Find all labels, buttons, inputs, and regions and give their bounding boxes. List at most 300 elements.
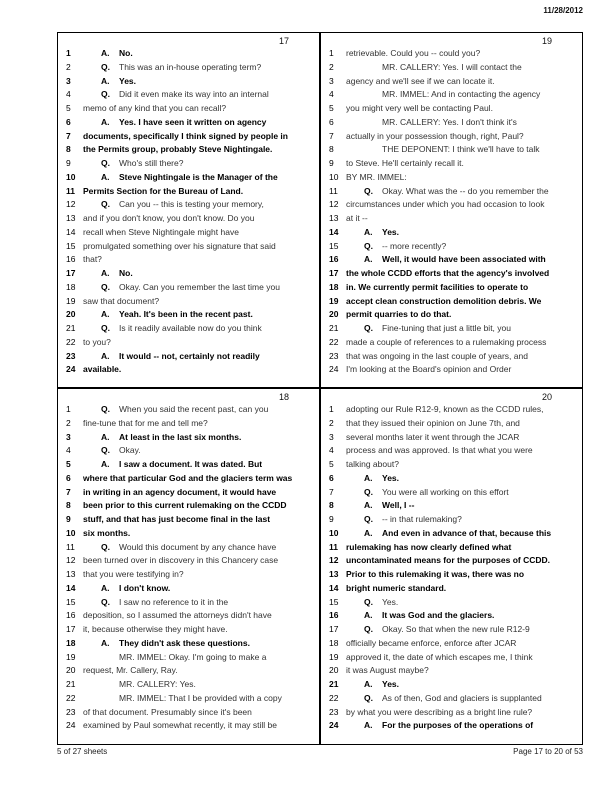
transcript-line: [321, 226, 584, 239]
line-text: MR. IMMEL: Okay. I'm going to make a: [119, 651, 267, 662]
line-number: 11: [329, 541, 338, 552]
line-text: talking about?: [346, 459, 399, 469]
line-number: 17: [329, 268, 339, 278]
line-number: 1: [66, 404, 71, 414]
transcript-line: [321, 75, 584, 88]
page-number: 19: [541, 36, 552, 46]
page-number: 20: [541, 392, 552, 402]
line-text: that?: [83, 254, 102, 265]
line-number: 13: [66, 569, 76, 579]
transcript-page: [57, 388, 320, 745]
line-number: 5: [329, 459, 334, 469]
transcript-line: [321, 651, 584, 664]
line-number: 17: [66, 268, 76, 278]
line-text: bright numeric standard.: [346, 582, 447, 593]
transcript-line: [58, 61, 321, 74]
line-text: in. We currently permit facilities to operate to: [346, 281, 529, 292]
transcript-page: [320, 388, 583, 745]
line-number: 17: [66, 624, 76, 634]
line-number: 18: [66, 281, 76, 292]
transcript-line: [321, 527, 584, 540]
speaker-label: Q.: [364, 514, 373, 524]
line-text: I saw a document. It was dated. But: [119, 459, 263, 469]
line-text: MR. IMMEL: That I be provided with a copy: [119, 692, 282, 703]
line-number: 8: [66, 144, 71, 155]
line-number: 7: [329, 130, 334, 141]
line-text: Is it readily available now do you think: [119, 323, 262, 333]
line-number: 12: [66, 199, 76, 210]
transcript-line: [58, 596, 321, 609]
speaker-label: A.: [101, 171, 110, 182]
line-text: in writing in an agency document, it would have: [83, 486, 277, 497]
line-number: 5: [66, 103, 71, 113]
line-text: When you said the recent past, can you: [119, 404, 269, 414]
line-number: 13: [66, 213, 76, 223]
line-number: 9: [329, 514, 334, 524]
transcript-line: [58, 47, 321, 60]
line-number: 15: [66, 596, 76, 607]
transcript-line: [321, 499, 584, 512]
line-number: 2: [66, 61, 71, 72]
line-text: MR. CALLERY: Yes. I will contact the: [382, 61, 522, 72]
line-text: deposition, so I assumed the attorneys didn't have: [83, 610, 272, 621]
line-number: 4: [66, 445, 71, 456]
page-number: 18: [278, 392, 289, 402]
transcript-line: [321, 637, 584, 650]
line-number: 21: [329, 323, 339, 333]
line-number: 2: [66, 417, 71, 428]
transcript-line: [321, 102, 584, 115]
line-number: 13: [329, 213, 339, 223]
transcript-line: [321, 267, 584, 280]
line-number: 19: [329, 295, 339, 306]
speaker-label: A.: [101, 116, 110, 127]
transcript-line: [321, 472, 584, 485]
line-text: Who's still there?: [119, 158, 184, 168]
line-number: 3: [66, 431, 71, 442]
speaker-label: A.: [364, 226, 373, 237]
transcript-line: [321, 295, 584, 308]
transcript-line: [321, 322, 584, 335]
speaker-label: Q.: [364, 185, 373, 196]
line-text: At least in the last six months.: [119, 431, 242, 442]
line-number: 9: [329, 158, 334, 168]
transcript-line: [321, 185, 584, 198]
transcript-line: [321, 336, 584, 349]
line-text: request, Mr. Callery, Ray.: [83, 665, 178, 676]
line-number: 11: [66, 541, 75, 552]
line-text: THE DEPONENT: I think we'll have to talk: [382, 144, 540, 155]
line-number: 10: [329, 171, 339, 182]
line-number: 8: [329, 500, 334, 511]
transcript-line: [58, 295, 321, 308]
transcript-line: [58, 185, 321, 198]
speaker-label: Q.: [364, 692, 373, 703]
line-number: 15: [329, 240, 339, 251]
speaker-label: A.: [101, 268, 110, 278]
line-number: 6: [329, 116, 334, 127]
line-number: 21: [66, 679, 76, 689]
transcript-line: [58, 350, 321, 363]
line-number: 20: [329, 309, 339, 320]
speaker-label: A.: [101, 459, 110, 469]
line-number: 9: [66, 158, 71, 168]
line-text: Fine-tuning that just a little bit, you: [382, 323, 511, 333]
speaker-label: Q.: [101, 323, 110, 333]
line-number: 16: [329, 610, 339, 621]
line-text: it was August maybe?: [346, 665, 429, 676]
speaker-label: Q.: [364, 323, 373, 333]
transcript-line: [321, 513, 584, 526]
line-text: You were all working on this effort: [382, 486, 509, 497]
transcript-line: [321, 240, 584, 253]
line-text: rulemaking has now clearly defined what: [346, 541, 512, 552]
speaker-label: Q.: [101, 281, 110, 292]
speaker-label: A.: [364, 500, 373, 511]
transcript-line: [58, 444, 321, 457]
line-text: Would this document by any chance have: [119, 541, 277, 552]
line-number: 8: [66, 500, 71, 511]
transcript-line: [58, 651, 321, 664]
line-text: recall when Steve Nightingale might have: [83, 226, 239, 237]
line-text: I don't know.: [119, 582, 171, 593]
line-text: to you?: [83, 336, 111, 347]
transcript-line: [321, 308, 584, 321]
line-number: 1: [66, 48, 71, 58]
line-number: 3: [66, 75, 71, 86]
transcript-line: [321, 212, 584, 225]
line-text: adopting our Rule R12-9, known as the CCDD rules,: [346, 404, 544, 414]
line-text: six months.: [83, 527, 131, 538]
speaker-label: A.: [101, 48, 110, 58]
transcript-line: [321, 116, 584, 129]
line-text: Well, it would have been associated with: [382, 254, 546, 265]
line-number: 7: [329, 486, 334, 497]
transcript-line: [321, 281, 584, 294]
line-number: 20: [66, 309, 76, 320]
transcript-line: [58, 157, 321, 170]
line-text: at it --: [346, 213, 368, 223]
page-number: 17: [278, 36, 289, 46]
speaker-label: A.: [364, 527, 373, 538]
line-text: process and was approved. Is that what you were: [346, 445, 533, 456]
transcript-line: [321, 157, 584, 170]
line-number: 16: [66, 254, 76, 265]
line-number: 10: [66, 171, 76, 182]
transcript-line: [58, 102, 321, 115]
line-text: Prior to this rulemaking it was, there was no: [346, 569, 525, 579]
transcript-line: [58, 308, 321, 321]
line-number: 2: [329, 61, 334, 72]
line-text: It was God and the glaciers.: [382, 610, 495, 621]
transcript-line: [58, 486, 321, 499]
line-number: 8: [329, 144, 334, 155]
transcript-line: [58, 212, 321, 225]
transcript-line: [58, 143, 321, 156]
transcript-line: [321, 623, 584, 636]
transcript-line: [321, 664, 584, 677]
line-number: 19: [66, 651, 76, 662]
transcript-line: [58, 240, 321, 253]
line-text: And even in advance of that, because this: [382, 527, 552, 538]
transcript-line: [58, 171, 321, 184]
line-number: 22: [329, 692, 339, 703]
speaker-label: Q.: [364, 240, 373, 251]
line-number: 23: [329, 350, 339, 361]
transcript-line: [58, 130, 321, 143]
line-number: 12: [329, 555, 339, 566]
line-number: 1: [329, 48, 334, 58]
line-text: of that document. Presumably since it's been: [83, 706, 252, 717]
speaker-label: A.: [364, 472, 373, 483]
speaker-label: A.: [101, 309, 110, 320]
transcript-line: [321, 130, 584, 143]
line-text: They didn't ask these questions.: [119, 637, 250, 648]
line-text: actually in your possession though, right, Paul?: [346, 130, 524, 141]
line-text: been prior to this current rulemaking on the CCDD: [83, 500, 287, 511]
speaker-label: Q.: [364, 596, 373, 607]
line-number: 6: [66, 116, 71, 127]
line-number: 7: [66, 486, 71, 497]
line-number: 18: [329, 637, 339, 648]
line-text: No.: [119, 268, 133, 278]
line-number: 5: [329, 103, 334, 113]
transcript-page: [57, 32, 320, 388]
transcript-line: [321, 171, 584, 184]
line-text: Yeah. It's been in the recent past.: [119, 309, 253, 320]
line-text: documents, specifically I think signed by people in: [83, 130, 288, 141]
line-text: where that particular God and the glaciers term was: [83, 472, 293, 483]
line-text: It would -- not, certainly not readily: [119, 350, 260, 361]
line-text: fine-tune that for me and tell me?: [83, 417, 208, 428]
line-number: 18: [329, 281, 339, 292]
transcript-line: [58, 623, 321, 636]
line-number: 13: [329, 569, 339, 579]
transcript-line: [58, 253, 321, 266]
line-text: Well, I --: [382, 500, 415, 511]
speaker-label: Q.: [101, 199, 110, 210]
transcript-line: [58, 719, 321, 732]
speaker-label: Q.: [101, 61, 110, 72]
transcript-line: [321, 47, 584, 60]
line-number: 18: [66, 637, 76, 648]
line-number: 6: [329, 472, 334, 483]
speaker-label: A.: [101, 431, 110, 442]
transcript-line: [58, 706, 321, 719]
line-text: Yes.: [382, 596, 399, 607]
speaker-label: A.: [364, 720, 373, 731]
transcript-line: [321, 678, 584, 691]
line-text: by what you were describing as a bright line rule?: [346, 706, 533, 717]
transcript-line: [58, 363, 321, 376]
line-text: you might very well be contacting Paul.: [346, 103, 493, 113]
transcript-line: [58, 116, 321, 129]
line-text: Yes.: [382, 226, 400, 237]
line-number: 22: [329, 336, 339, 347]
line-number: 17: [329, 624, 339, 634]
line-text: available.: [83, 364, 122, 375]
line-text: -- more recently?: [382, 240, 447, 251]
line-text: For the purposes of the operations of: [382, 720, 534, 731]
line-number: 11: [329, 185, 338, 196]
speaker-label: Q.: [101, 89, 110, 100]
transcript-line: [321, 458, 584, 471]
line-text: been turned over in discovery in this Chancery case: [83, 555, 279, 566]
sheet-count: 5 of 27 sheets: [57, 747, 108, 756]
line-text: Okay. What was the -- do you remember the: [382, 185, 549, 196]
line-number: 12: [66, 555, 76, 566]
line-text: Yes.: [382, 472, 400, 483]
line-text: Okay.: [119, 445, 141, 456]
transcript-line: [58, 431, 321, 444]
line-text: Can you -- this is testing your memory,: [119, 199, 264, 210]
line-text: promulgated something over his signature that said: [83, 240, 276, 251]
line-text: agency and we'll see if we can locate it.: [346, 75, 495, 86]
page-range: Page 17 to 20 of 53: [513, 747, 583, 756]
transcript-line: [321, 417, 584, 430]
line-number: 16: [329, 254, 339, 265]
line-text: to Steve. He'll certainly recall it.: [346, 158, 464, 168]
transcript-line: [321, 582, 584, 595]
line-number: 24: [66, 364, 76, 375]
line-text: Okay. Can you remember the last time you: [119, 281, 280, 292]
transcript-line: [321, 486, 584, 499]
transcript-line: [58, 541, 321, 554]
line-number: 19: [66, 295, 76, 306]
line-text: MR. IMMEL: And in contacting the agency: [382, 89, 541, 100]
line-text: made a couple of references to a rulemaking process: [346, 336, 547, 347]
line-text: retrievable. Could you -- could you?: [346, 48, 481, 58]
transcript-line: [321, 568, 584, 581]
transcript-line: [58, 513, 321, 526]
line-text: This was an in-house operating term?: [119, 61, 262, 72]
line-text: and if you don't know, you don't know. Do you: [83, 213, 255, 223]
transcript-line: [58, 692, 321, 705]
line-number: 4: [329, 445, 334, 456]
transcript-line: [58, 664, 321, 677]
line-number: 5: [66, 459, 71, 469]
line-number: 23: [66, 706, 76, 717]
transcript-line: [321, 609, 584, 622]
transcript-line: [321, 706, 584, 719]
transcript-line: [58, 554, 321, 567]
line-number: 21: [66, 323, 76, 333]
line-text: that you were testifying in?: [83, 569, 184, 579]
line-number: 23: [329, 706, 339, 717]
transcript-page: [320, 32, 583, 388]
line-text: Yes.: [119, 75, 137, 86]
line-text: it, because otherwise they might have.: [83, 624, 228, 634]
line-text: MR. CALLERY: Yes.: [119, 679, 196, 689]
line-text: saw that document?: [83, 295, 160, 306]
transcript-line: [58, 267, 321, 280]
line-number: 19: [329, 651, 339, 662]
line-number: 23: [66, 350, 76, 361]
speaker-label: Q.: [364, 624, 373, 634]
line-number: 3: [329, 75, 334, 86]
transcript-line: [58, 226, 321, 239]
line-text: MR. CALLERY: Yes. I don't think it's: [382, 116, 517, 127]
line-number: 14: [66, 226, 76, 237]
line-text: that was ongoing in the last couple of years, and: [346, 350, 528, 361]
line-text: uncontaminated means for the purposes of CCDD.: [346, 555, 551, 566]
line-number: 22: [66, 336, 76, 347]
transcript-line: [321, 363, 584, 376]
line-number: 4: [329, 89, 334, 100]
speaker-label: Q.: [101, 404, 110, 414]
transcript-line: [58, 417, 321, 430]
line-number: 16: [66, 610, 76, 621]
transcript-line: [321, 431, 584, 444]
transcript-line: [58, 336, 321, 349]
line-text: accept clean construction demolition debris. We: [346, 295, 542, 306]
line-text: No.: [119, 48, 133, 58]
transcript-line: [58, 88, 321, 101]
transcript-line: [321, 444, 584, 457]
transcript-line: [321, 596, 584, 609]
line-text: stuff, and that has just become final in the last: [83, 514, 271, 524]
line-number: 15: [66, 240, 76, 251]
transcript-line: [321, 719, 584, 732]
line-text: BY MR. IMMEL:: [346, 171, 407, 182]
line-number: 24: [329, 364, 339, 375]
line-text: Yes. I have seen it written on agency: [119, 116, 267, 127]
line-text: the Permits group, probably Steve Nightingale.: [83, 144, 273, 155]
line-text: permit quarries to do that.: [346, 309, 452, 320]
line-number: 2: [329, 417, 334, 428]
line-number: 11: [66, 185, 75, 196]
speaker-label: Q.: [101, 596, 110, 607]
speaker-label: A.: [101, 350, 110, 361]
transcript-line: [58, 198, 321, 211]
line-text: examined by Paul somewhat recently, it may still be: [83, 720, 278, 731]
transcript-line: [58, 499, 321, 512]
line-number: 24: [329, 720, 339, 731]
line-text: I'm looking at the Board's opinion and Order: [346, 364, 512, 375]
speaker-label: Q.: [101, 445, 110, 456]
line-number: 14: [329, 226, 339, 237]
line-number: 20: [329, 665, 339, 676]
line-number: 9: [66, 514, 71, 524]
transcript-line: [321, 541, 584, 554]
transcript-line: [58, 403, 321, 416]
line-text: Okay. So that when the new rule R12-9: [382, 624, 530, 634]
line-text: circumstances under which you had occasion to look: [346, 199, 545, 210]
line-text: Steve Nightingale is the Manager of the: [119, 171, 278, 182]
line-number: 14: [329, 582, 339, 593]
speaker-label: Q.: [101, 158, 110, 168]
line-text: As of then, God and glaciers is supplanted: [382, 692, 542, 703]
transcript-line: [58, 609, 321, 622]
line-text: officially became enforce, enforce after JCAR: [346, 637, 517, 648]
speaker-label: Q.: [364, 486, 373, 497]
transcript-line: [58, 582, 321, 595]
line-text: that they issued their opinion on June 7th, and: [346, 417, 520, 428]
transcript-line: [58, 458, 321, 471]
transcript-line: [58, 281, 321, 294]
transcript-line: [58, 568, 321, 581]
line-text: the whole CCDD efforts that the agency's involved: [346, 268, 550, 278]
speaker-label: A.: [101, 75, 110, 86]
line-text: Yes.: [382, 679, 400, 689]
speaker-label: A.: [364, 679, 373, 689]
transcript-line: [58, 637, 321, 650]
line-number: 22: [66, 692, 76, 703]
transcript-line: [321, 88, 584, 101]
transcript-line: [321, 692, 584, 705]
speaker-label: A.: [364, 610, 373, 621]
line-number: 10: [66, 527, 76, 538]
